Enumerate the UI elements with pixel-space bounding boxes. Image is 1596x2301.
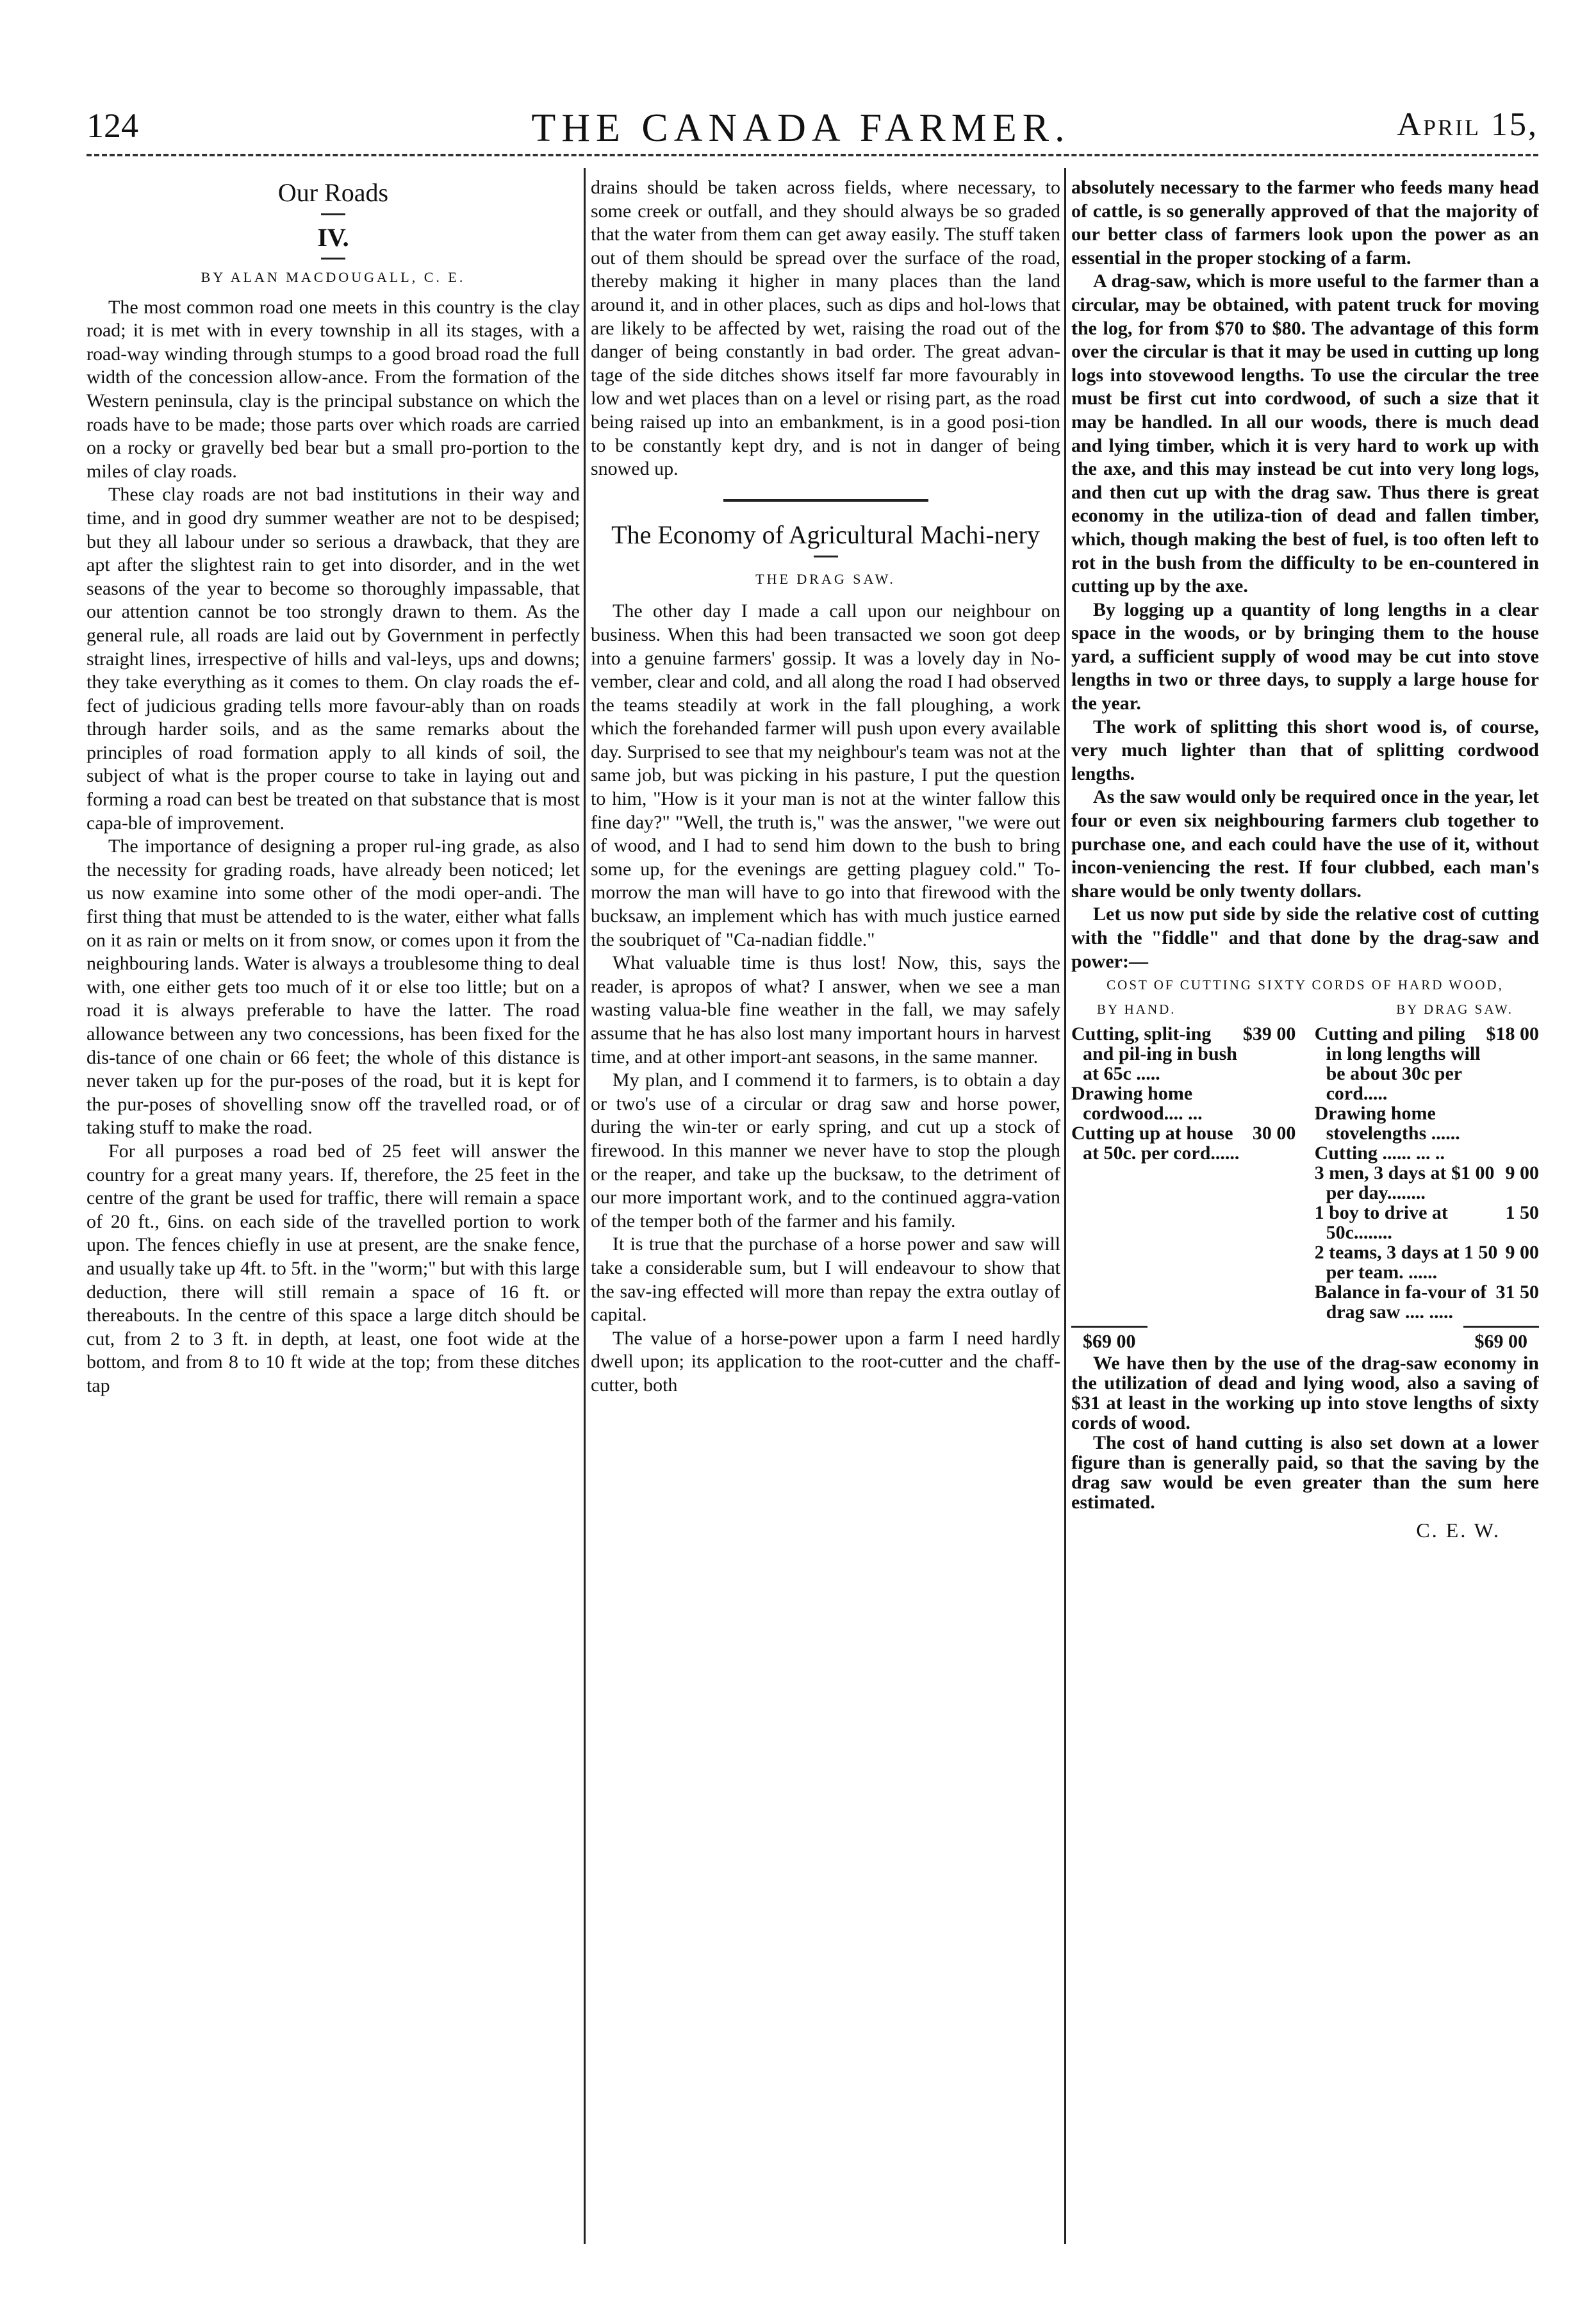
row-label: 3 men, 3 days at $1 00 per day........ bbox=[1314, 1162, 1495, 1203]
signature: C. E. W. bbox=[1416, 1519, 1501, 1542]
paragraph: For all purposes a road bed of 25 feet will answer the country for a great many years. If, therefore, the 25 feet in the centre of the grant be used for traffic, there will remain a space of 20 ft., 6ins. on each side of the travelled portion to work upon. The fences chiefly in use at present, are the snake fence, and usually take up 4ft. to 5ft. in the "worm;" but with this large deduction, there will still remain a space of 16 ft. or thereabouts. In the centre of this space a large ditch should be cut, from 2 to 3 ft. in depth, at least, one foot wide at the bottom, and from 8 to 10 ft wide at the top; from these ditches tap bbox=[86, 1140, 580, 1396]
table-row bbox=[1315, 1163, 1539, 1203]
table-row bbox=[1071, 1024, 1296, 1084]
table-row bbox=[1315, 1143, 1539, 1163]
title-dash bbox=[321, 258, 345, 260]
paragraph: absolutely necessary to the farmer who feeds many head of cattle, is so generally approved of that the majority of our better class of farmers look upon the power as an essential in the proper stocking of a farm. bbox=[1071, 177, 1539, 268]
row-amount: 30 00 bbox=[1252, 1122, 1296, 1144]
title-dash bbox=[814, 556, 838, 557]
article-title: The Economy of Agricultural Machi-nery bbox=[611, 520, 1040, 549]
paragraph: The other day I made a call upon our neighbour on business. When this had been transacted we soon got deep into a genuine farmers' gossip. It was a lovely day in No-vember, clear and cold, and all along the road I had observed the teams steadily at work in the fall ploughing, a work which the forehanded farmer will push upon every available day. Surprised to see that my neighbour's team was not at the same job, but was picking in his pasture, I put the question to him, "How is it your man is not at the winter fallow this fine day?" "Well, the truth is," was the answer, "we were out of wood, and I had to send him down to the bush to bring some up, for the evenings are getting plaguey cold." To-morrow the man will have to go into that firewood with the bucksaw, an implement which has with much justice earned the soubriquet of "Ca-nadian fiddle." bbox=[591, 600, 1060, 950]
table-row bbox=[1315, 1282, 1539, 1322]
paragraph: These clay roads are not bad institutions in their way and time, and in good dry summer weather are not to be despised; but they all labour under so serious a drawback, that they are apt after the slightest rain to get into disorder, and in the wet seasons of the year to become so thoroughly impassable, that our attention cannot be too strongly drawn to them. As the general rule, all roads are laid out by Government in perfectly straight lines, irrespective of hills and val-leys, ups and downs; they take everything as it comes to them. On clay roads the ef-fect of judicious grading tells more favour-ably than on roads through harder soils, and as the same remarks about the principles of road formation apply to all kinds of soil, the subject of what is the proper course to take in laying out and forming a road can best be treated on that substance that is most capa-ble of improvement. bbox=[86, 484, 580, 834]
row-amount: $39 00 bbox=[1242, 1023, 1296, 1044]
column-divider bbox=[1064, 168, 1066, 2244]
row-amount bbox=[1535, 1143, 1539, 1163]
row-label: 1 boy to drive at 50c........ bbox=[1314, 1201, 1448, 1243]
paragraph: It is true that the purchase of a horse power and saw will take a considerable sum, but I will endeavour to show that the sav-ing effected will more than repay the extra outlay of capital. bbox=[591, 1233, 1060, 1326]
row-amount bbox=[1535, 1103, 1539, 1143]
paragraph: drains should be taken across fields, where necessary, to some creek or outfall, and they should always be so graded that the water from them can get away easily. The stuff taken out of them should be spread over the surface of the road, thereby making it higher in many places than the land around it, and in other places, such as dips and hol-lows that are likely to be affected by wet, raising the road out of the danger of being constantly in bad order. The great advan-tage of the side ditches shows itself far more favourably in low and wet places than on a level or rising part, as the road being raised up into an embankment, is in a good posi-tion to be constantly kept dry, and is not in danger of being snowed up. bbox=[591, 177, 1060, 480]
table-left-column bbox=[1071, 1024, 1296, 1322]
table-heading: COST OF CUTTING SIXTY CORDS OF HARD WOOD, bbox=[1107, 977, 1504, 993]
paragraph: The value of a horse-power upon a farm I need hardly dwell upon; its application to the root-cutter and the chaff-cutter, both bbox=[591, 1327, 1060, 1396]
paragraph: As the saw would only be required once in the year, let four or even six neighbouring farmers club together to purchase one, and each could have the use of it, without incon-veniencing the rest. If four clubbed, each man's share would be only twenty dollars. bbox=[1071, 786, 1539, 902]
row-label: Cutting and piling in long lengths will be about 30c per cord..... bbox=[1314, 1023, 1481, 1104]
column-1 bbox=[86, 176, 580, 2239]
row-label: Balance in fa-vour of drag saw .... ..... bbox=[1314, 1281, 1487, 1323]
left-total: $69 00 bbox=[1071, 1326, 1148, 1354]
table-row bbox=[1315, 1242, 1539, 1282]
paragraph: The work of splitting this short wood is, of course, very much lighter than that of splitting cordwood lengths. bbox=[1071, 716, 1539, 784]
table-row bbox=[1315, 1103, 1539, 1143]
cost-table bbox=[1071, 1024, 1539, 1322]
row-amount: 31 50 bbox=[1495, 1281, 1539, 1303]
row-amount: 1 50 bbox=[1505, 1201, 1539, 1223]
column-3 bbox=[1071, 176, 1539, 2239]
right-total: $69 00 bbox=[1463, 1326, 1540, 1354]
article-title: Our Roads bbox=[277, 178, 389, 207]
page-number: 124 bbox=[86, 106, 138, 145]
paragraph: We have then by the use of the drag-saw economy in the utilization of dead and lying wood, also a saving of $31 at least in the working up into stove lengths of sixty cords of wood. bbox=[1071, 1353, 1539, 1434]
title-dash bbox=[321, 213, 345, 215]
paragraph: The most common road one meets in this country is the clay road; it is met with in every township in all its stages, with a road-way winding through stumps to a good broad road the full width of the concession allow-ance. From the formation of the Western peninsula, clay is the principal substance on which the roads have to be made; those parts over which roads are carried on a rocky or gravelly bed bear but a small pro-portion to the miles of clay roads. bbox=[86, 296, 580, 482]
header-rule bbox=[86, 154, 1538, 156]
row-amount bbox=[1292, 1084, 1296, 1123]
table-left-heading: BY HAND. bbox=[1097, 1002, 1176, 1018]
row-amount: $18 00 bbox=[1486, 1023, 1539, 1044]
row-label: Cutting ...... ... .. bbox=[1314, 1142, 1445, 1164]
paragraph: The importance of designing a proper rul-ing grade, as also the necessity for grading roads, have already been noticed; let us now examine into some other of the modi oper-andi. The first thing that must be attended to is the water, either what falls on it as rain or melts on it from snow, or comes upon it from the neighbouring lands. Water is always a troublesome thing to deal with, one either gets too much of it or else too little; but on a road it is always preferable to have the latter. The road allowance between any two concessions, has been fixed for the dis-tance of one chain or 66 feet; the whole of this distance is never taken up for the pur-poses of the road, but it is kept for the pur-poses of shovelling snow off the travelled road, or of taking stuff to make the road. bbox=[86, 836, 580, 1139]
row-label: 2 teams, 3 days at 1 50 per team. ...... bbox=[1314, 1241, 1498, 1283]
masthead-title: THE CANADA FARMER. bbox=[531, 106, 1071, 150]
column-divider bbox=[584, 168, 586, 2244]
article-separator bbox=[723, 499, 928, 502]
table-totals bbox=[1071, 1326, 1539, 1354]
article-number: IV. bbox=[317, 223, 349, 252]
row-label: Drawing home stovelengths ...... bbox=[1314, 1102, 1460, 1144]
table-right-column bbox=[1315, 1024, 1539, 1322]
table-row bbox=[1071, 1084, 1296, 1123]
paragraph: The cost of hand cutting is also set down at a lower figure than is generally paid, so that the saving by the drag saw would be even greater than the sum here estimated. bbox=[1071, 1432, 1539, 1513]
byline: BY ALAN MACDOUGALL, C. E. bbox=[201, 269, 466, 285]
paragraph: A drag-saw, which is more useful to the farmer than a circular, may be obtained, with patent truck for moving the log, for from $70 to $80. The advantage of this form over the circular is that it may be used in cutting up long logs into stovewood lengths. To use the circular the tree must be first cut into cordwood, of such a size that it may be handled. In all our woods, there is much dead and lying timber, which it is very hard to work up with the axe, and this may instead be cut into very long logs, and then cut up with the drag saw. Thus there is great economy in the utiliza-tion of dead and fallen timber, which, though making the best of fuel, is too often left to rot in the bush from the difficulty to be en-countered in cutting up by the axe. bbox=[1071, 270, 1539, 597]
paragraph: My plan, and I commend it to farmers, is to obtain a day or two's use of a circular or drag saw and horse power, during the win-ter or early spring, and cut up a stock of firewood. In this manner we never have to stop the plough or the reaper, and take up the bucksaw, to the detriment of our more important work, and to the continued aggra-vation of the temper both of the farmer and his family. bbox=[591, 1069, 1060, 1232]
paragraph: By logging up a quantity of long lengths in a clear space in the woods, or by bringing them to the house yard, a sufficient supply of wood may be cut into stove lengths in two or three days, to supply a large house for the year. bbox=[1071, 598, 1539, 714]
table-subheadings bbox=[1071, 998, 1539, 1021]
row-label: Drawing home cordwood.... ... bbox=[1071, 1082, 1203, 1124]
column-2 bbox=[591, 176, 1060, 2239]
row-amount: 9 00 bbox=[1505, 1241, 1539, 1263]
row-label: Cutting, split-ing and pil-ing in bush at 65c ..... bbox=[1071, 1023, 1237, 1084]
article-subtitle: THE DRAG SAW. bbox=[755, 570, 896, 587]
paragraph: What valuable time is thus lost! Now, this, says the reader, is apropos of what? I answer, when we see a man wasting valua-ble fine weather in the fall, we may safely assume that he has also lost many important hours in harvest time, and at other import-ant seasons, in the same manner. bbox=[591, 952, 1060, 1068]
issue-date: April 15, bbox=[1397, 106, 1538, 143]
table-right-heading: BY DRAG SAW. bbox=[1396, 1002, 1513, 1018]
paragraph: Let us now put side by side the relative cost of cutting with the "fiddle" and that done by the drag-saw and power:— bbox=[1071, 903, 1539, 972]
closing-paragraphs bbox=[1071, 1353, 1539, 1512]
table-row bbox=[1315, 1203, 1539, 1242]
row-label: Cutting up at house at 50c. per cord...... bbox=[1071, 1122, 1240, 1164]
row-amount: 9 00 bbox=[1505, 1162, 1539, 1183]
table-row bbox=[1315, 1024, 1539, 1103]
table-row bbox=[1071, 1123, 1296, 1163]
